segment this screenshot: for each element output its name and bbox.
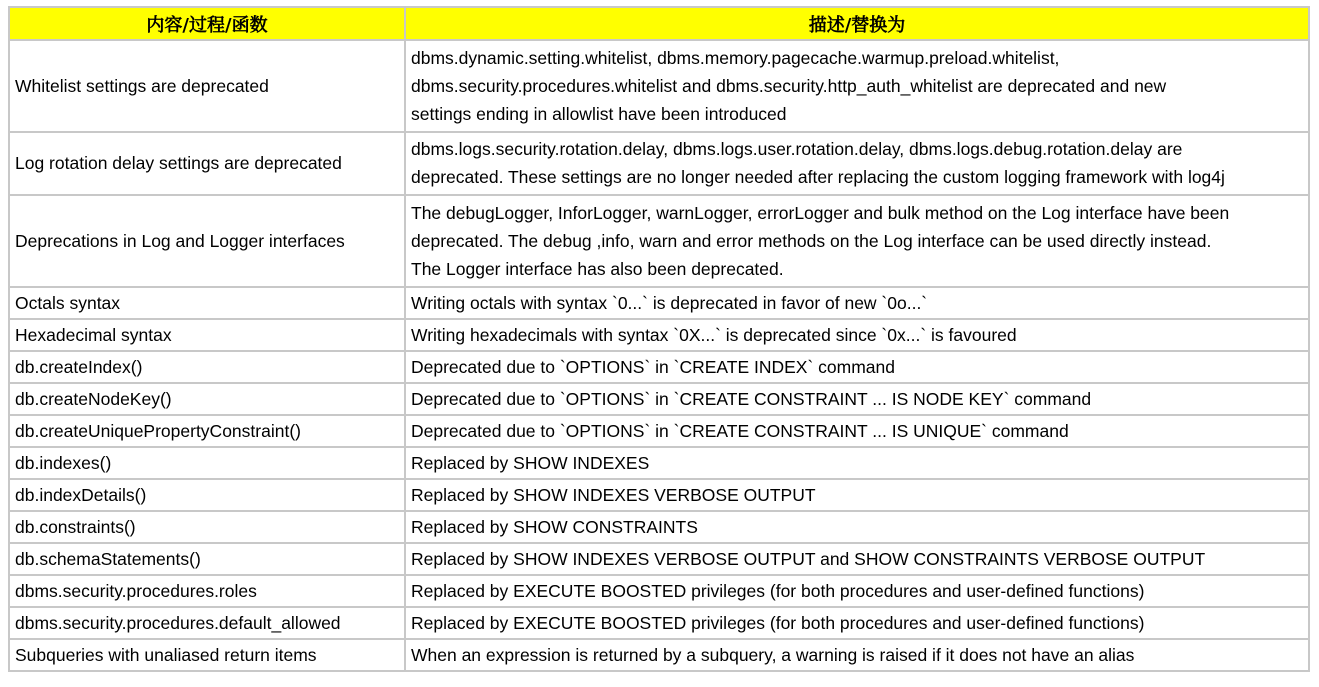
row-description-cell — [405, 639, 1309, 671]
row-description-cell — [405, 383, 1309, 415]
row-description-cell — [405, 607, 1309, 639]
row-item-cell: db.createIndex() — [9, 351, 405, 383]
table-row — [9, 543, 1309, 575]
row-description-cell — [405, 543, 1309, 575]
table-row — [9, 575, 1309, 607]
row-item-cell: Octals syntax — [9, 287, 405, 319]
row-item-cell: Subqueries with unaliased return items — [9, 639, 405, 671]
description-line: dbms.security.procedures.whitelist and dbms.security.http_auth_whitelist are deprecated and new — [411, 75, 1167, 96]
row-description-cell — [405, 40, 1309, 132]
description-line: Writing octals with syntax `0...` is deprecated in favor of new `0o...` — [411, 293, 928, 313]
description-line: Replaced by SHOW INDEXES VERBOSE OUTPUT and SHOW CONSTRAINTS VERBOSE OUTPUT — [411, 549, 1206, 569]
row-item-cell: db.indexes() — [9, 447, 405, 479]
table-header — [9, 7, 1309, 40]
table-row — [9, 447, 1309, 479]
table-row — [9, 287, 1309, 319]
row-item-cell: Deprecations in Log and Logger interfaces — [9, 195, 405, 287]
table-row — [9, 639, 1309, 671]
description-line: Replaced by SHOW CONSTRAINTS — [411, 517, 698, 537]
row-item-cell: db.constraints() — [9, 511, 405, 543]
row-description-cell — [405, 479, 1309, 511]
table-row — [9, 415, 1309, 447]
deprecations-table — [8, 6, 1310, 672]
row-item-cell: Whitelist settings are deprecated — [9, 40, 405, 132]
table-row — [9, 511, 1309, 543]
table-row — [9, 383, 1309, 415]
description-line: When an expression is returned by a subquery, a warning is raised if it does not have an alias — [411, 645, 1135, 665]
description-line: Replaced by EXECUTE BOOSTED privileges (for both procedures and user-defined functions) — [411, 581, 1145, 601]
row-description-cell — [405, 447, 1309, 479]
description-line: deprecated. These settings are no longer needed after replacing the custom logging framework with log4j — [411, 167, 1225, 187]
description-line: deprecated. The debug ,info, warn and error methods on the Log interface can be used directly instead. — [411, 230, 1212, 251]
description-line: Deprecated due to `OPTIONS` in `CREATE CONSTRAINT ... IS NODE KEY` command — [411, 389, 1092, 409]
table-row — [9, 479, 1309, 511]
row-item-cell: dbms.security.procedures.default_allowed — [9, 607, 405, 639]
description-line: Deprecated due to `OPTIONS` in `CREATE INDEX` command — [411, 357, 895, 377]
row-item-cell: db.schemaStatements() — [9, 543, 405, 575]
table-body — [9, 40, 1309, 671]
description-line: Replaced by EXECUTE BOOSTED privileges (for both procedures and user-defined functions) — [411, 613, 1145, 633]
table-row — [9, 132, 1309, 195]
row-item-cell: Log rotation delay settings are deprecated — [9, 132, 405, 195]
description-line: Replaced by SHOW INDEXES — [411, 453, 650, 473]
row-item-cell: dbms.security.procedures.roles — [9, 575, 405, 607]
table-row — [9, 607, 1309, 639]
description-line: Writing hexadecimals with syntax `0X...` is deprecated since `0x...` is favoured — [411, 325, 1017, 345]
table-row — [9, 351, 1309, 383]
table-row — [9, 40, 1309, 132]
header-item-column: 内容/过程/函数 — [9, 7, 405, 40]
description-line: dbms.logs.security.rotation.delay, dbms.logs.user.rotation.delay, dbms.logs.debug.rotation.delay are — [411, 139, 1183, 159]
row-item-cell: db.indexDetails() — [9, 479, 405, 511]
header-row — [9, 7, 1309, 40]
deprecations-table-container — [8, 6, 1310, 672]
table-row — [9, 195, 1309, 287]
row-description-cell — [405, 511, 1309, 543]
row-description-cell — [405, 415, 1309, 447]
row-description-cell — [405, 575, 1309, 607]
row-description-cell — [405, 132, 1309, 195]
description-line: dbms.dynamic.setting.whitelist, dbms.memory.pagecache.warmup.preload.whitelist, — [411, 47, 1060, 68]
description-line: The Logger interface has also been deprecated. — [411, 258, 784, 279]
row-description-cell — [405, 195, 1309, 287]
table-row — [9, 319, 1309, 351]
row-description-cell — [405, 319, 1309, 351]
row-item-cell: db.createUniquePropertyConstraint() — [9, 415, 405, 447]
description-line: settings ending in allowlist have been introduced — [411, 103, 787, 124]
description-line: Deprecated due to `OPTIONS` in `CREATE CONSTRAINT ... IS UNIQUE` command — [411, 421, 1069, 441]
header-description-column: 描述/替换为 — [405, 7, 1309, 40]
description-line: Replaced by SHOW INDEXES VERBOSE OUTPUT — [411, 485, 816, 505]
row-description-cell — [405, 351, 1309, 383]
row-item-cell: Hexadecimal syntax — [9, 319, 405, 351]
description-line: The debugLogger, InforLogger, warnLogger, errorLogger and bulk method on the Log interface have been — [411, 202, 1230, 223]
row-description-cell — [405, 287, 1309, 319]
row-item-cell: db.createNodeKey() — [9, 383, 405, 415]
